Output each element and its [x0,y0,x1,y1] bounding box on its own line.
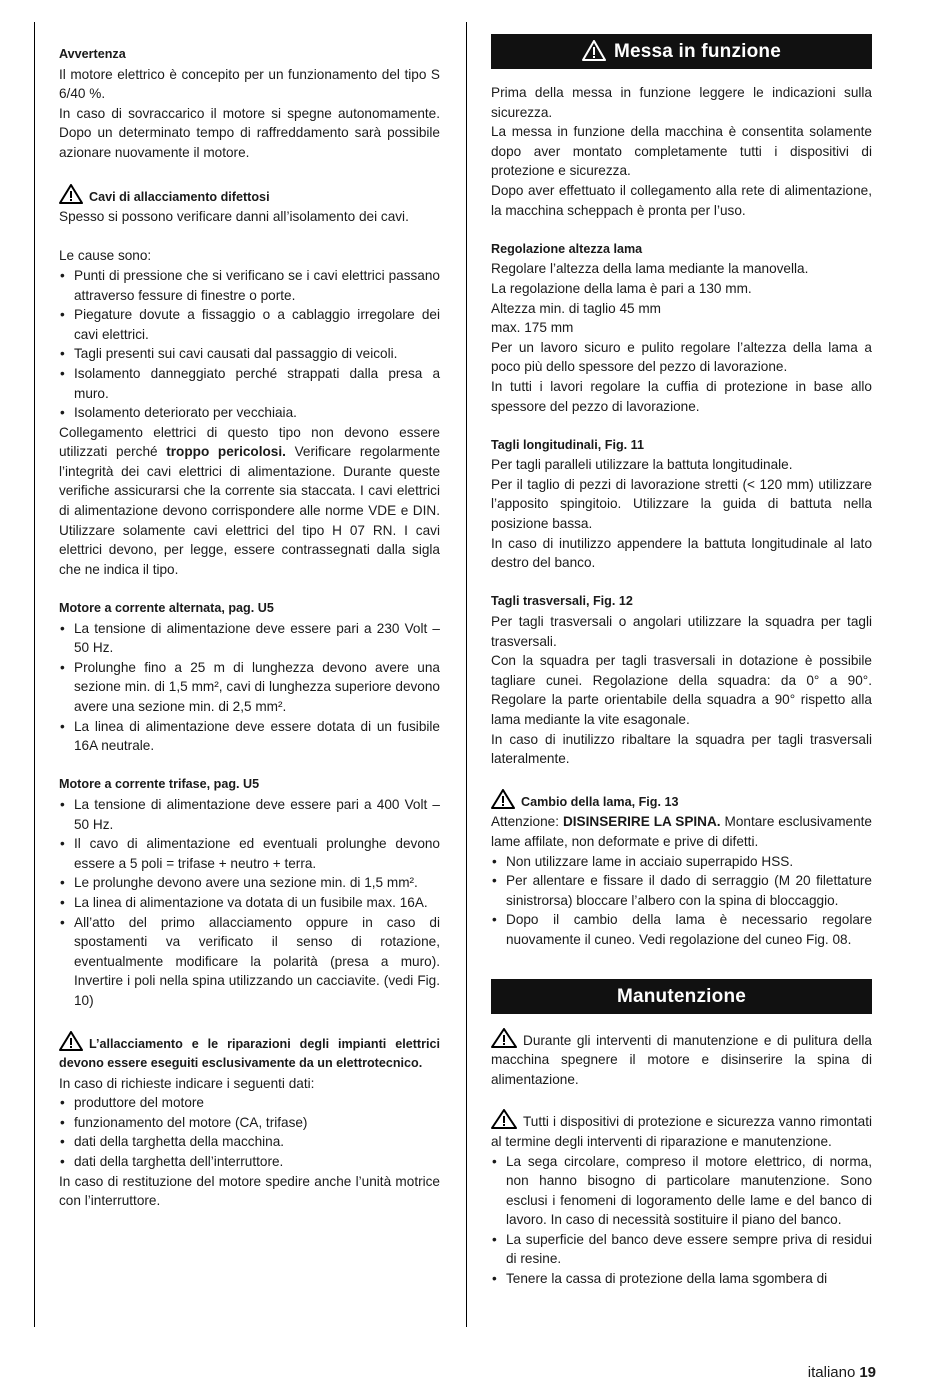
left-column [59,36,440,1211]
list-item: • Prolunghe fino a 25 m di lunghezza devono avere una sezione min. di 1,5 mm², cavi di lunghezza superiore devono avere una sezione min. di 2,5 mm². [59,658,440,717]
warning-icon [491,1028,517,1048]
trasv-text-1: Per tagli trasversali o angolari utilizzare la squadra per tagli trasversali. [491,614,872,649]
list-item: • La sega circolare, compreso il motore elettrico, di norma, non hanno bisogno di particolare manutenzione. Sono esclusi i fenomeni di logoramento delle lame e del banco di lavoro. In caso di necessità sostituire il piano del banco. [491,1152,872,1230]
list-item: • Le prolunghe devono avere una sezione min. di 1,5 mm². [59,873,440,893]
long-text-3: In caso di inutilizzo appendere la battuta longitudinale al lato destro del banco. [491,535,872,571]
list-item: • dati della targhetta dell’interruttore. [59,1152,440,1172]
list-item: • produttore del motore [59,1093,440,1113]
list-item: • funzionamento del motore (CA, trifase) [59,1113,440,1133]
list-item: • La superficie del banco deve essere sempre priva di residui di resine. [491,1230,872,1269]
regolazione-line-2: La regolazione della lama è pari a 130 mm. [491,280,752,296]
warning-icon [59,1031,83,1051]
list-item: • La linea di alimentazione deve essere dotata di un fusibile 16A neutrale. [59,717,440,756]
regolazione-text-2: Per un lavoro sicuro e pulito regolare l’altezza della lama a poco più dello spessore del pezzo di lavorazione. [491,339,872,375]
manut-list [491,1152,872,1289]
long-text-2: Per il taglio di pezzi di lavorazione stretti (< 120 mm) utilizzare l’apposito spingitoio. Utilizzare la guida di battuta nella posizione bassa. [491,476,872,532]
page-footer [808,1364,876,1381]
list-item: • Tagli presenti sui cavi causati dal passaggio di veicoli. [59,344,440,364]
messa-text-1: Prima della messa in funzione leggere le indicazioni sulla sicurezza. [491,85,872,120]
list-item: • All’atto del primo allacciamento oppure in caso di spostamenti va verificato il senso di rotazione, eventualmente modificare la polarità (presa a muro). Invertire i poli nella spina utilizzando un cacciavite. (vedi Fig. 10) [59,913,440,1011]
cavi-heading [59,184,440,208]
list-item: • Tenere la cassa di protezione della lama sgombera di [491,1269,872,1289]
list-item: • La linea di alimentazione va dotata di un fusibile max. 16A. [59,893,440,913]
list-item: • Per allentare e fissare il dado di serraggio (M 20 filettature sinistrorsa) bloccare l’albero con la spina di bloccaggio. [491,871,872,910]
avvertenza-text-1: Il motore elettrico è concepito per un funzionamento del tipo S 6/40 %. [59,66,440,102]
regolazione-line-1: Regolare l’altezza della lama mediante la manovella. [491,261,809,277]
list-item: • Isolamento deteriorato per vecchiaia. [59,403,440,423]
cause-intro: Le cause sono: [59,248,152,264]
list-item: • Piegature dovute a fissaggio o a cablaggio irregolare dei cavi elettrici. [59,305,440,344]
list-item: • Punti di pressione che si verificano se i cavi elettrici passano attraverso fessure di finestre o porte. [59,266,440,305]
footer-language: italiano [807,1364,856,1381]
manutenzione-header: Manutenzione [491,979,872,1014]
manut-text-2: Tutti i dispositivi di protezione e sicurezza vanno rimontati al termine degli interventi di riparazione e manutenzione. [491,1109,872,1151]
list-item: • La tensione di alimentazione deve essere pari a 400 Volt – 50 Hz. [59,795,440,834]
list-item: • Non utilizzare lame in acciaio superrapido HSS. [491,852,872,872]
right-column [491,34,872,1289]
messa-header-label: Messa in funzione [613,41,782,62]
motore-trifase-list [59,795,440,1011]
trasv-text-2: Con la squadra per tagli trasversali in dotazione è possibile tagliare cunei. Regolazione della squadra: da 0° a 90°. Regolare la parte orientabile della squadra a 90° rispetto alla lama mediante la vite esagonale. [491,653,872,727]
list-item: • La tensione di alimentazione deve essere pari a 230 Volt – 50 Hz. [59,619,440,658]
warning-icon [582,40,606,61]
cause-list [59,266,440,423]
page-number: 19 [859,1364,876,1381]
collegamento-text: Collegamento elettrici di questo tipo non devono essere utilizzati perché troppo pericolosi. Verificare regolarmente l’integrità dei cavi elettrici di alimentazione. Durante queste verifiche assicurarsi che la corrente sia staccata. I cavi elettrici di alimentazione devono corrispondere alle norme VDE e DIN. Utilizzare solamente cavi elettrici del tipo H 07 RN. I cavi elettrici devono, per legge, essere contrassegnati dalla sigla che ne indica il tipo. [59,424,440,577]
cambio-list [491,852,872,950]
list-item: • Il cavo di alimentazione ed eventuali prolunghe devono essere a 5 poli = trifase + neutro + terra. [59,834,440,873]
warning-icon [59,184,83,204]
warning-icon [491,789,515,809]
restituzione-text: In caso di restituzione del motore spedire anche l’unità motrice con l’interruttore. [59,1173,440,1209]
list-item: • Isolamento danneggiato perché strappati dalla presa a muro. [59,364,440,403]
avvertenza-heading: Avvertenza [59,47,126,61]
regolazione-text-3: In tutti i lavori regolare la cuffia di protezione in base allo spessore del pezzo di lavorazione. [491,378,872,414]
cambio-heading-label: Cambio della lama, Fig. 13 [521,794,679,809]
messa-in-funzione-header [491,34,872,69]
manut-text-1: Durante gli interventi di manutenzione e di pulitura della macchina spegnere il motore e disinserire la spina di alimentazione. [491,1028,872,1090]
motore-alternata-heading: Motore a corrente alternata, pag. U5 [59,601,274,616]
list-item: • Dopo il cambio della lama è necessario regolare nuovamente il cuneo. Vedi regolazione del cuneo Fig. 08. [491,910,872,949]
cambio-attenzione: Attenzione: DISINSERIRE LA SPINA. Montare esclusivamente lame affilate, non deformate e prive di difetti. [491,814,872,849]
richieste-intro: In caso di richieste indicare i seguenti dati: [59,1075,315,1091]
trasv-text-3: In caso di inutilizzo ribaltare la squadra per tagli trasversali lateralmente. [491,731,872,767]
richieste-list [59,1093,440,1171]
tagli-longitudinali-heading: Tagli longitudinali, Fig. 11 [491,437,644,452]
avvertenza-text-2: In caso di sovraccarico il motore si spegne autonomamente. Dopo un determinato tempo di raffreddamento sarà possibile azionare nuovamente il motore. [59,105,440,160]
center-column-rule [466,22,467,1327]
allacciamento-warning-text: L’allacciamento e le riparazioni degli impianti elettrici devono essere eseguiti esclusivamente da un elettrotecnico. [59,1036,440,1071]
list-item: • dati della targhetta della macchina. [59,1132,440,1152]
tagli-trasversali-heading: Tagli trasversali, Fig. 12 [491,594,633,609]
motore-trifase-heading: Motore a corrente trifase, pag. U5 [59,777,260,792]
left-column-rule [34,22,35,1327]
messa-text-3: Dopo aver effettuato il collegamento alla rete di alimentazione, la macchina scheppach è pronta per l’uso. [491,182,872,218]
regolazione-line-4: max. 175 mm [491,320,574,336]
messa-text-2: La messa in funzione della macchina è consentita solamente dopo aver montato completamente tutti i dispositivi di protezione e sicurezza. [491,124,872,179]
motore-alternata-list [59,619,440,756]
cambio-lama-heading [491,789,872,813]
warning-icon [491,1109,517,1129]
long-text-1: Per tagli paralleli utilizzare la battuta longitudinale. [491,457,793,473]
cavi-text: Spesso si possono verificare danni all’isolamento dei cavi. [59,209,409,225]
allacciamento-warning [59,1031,440,1074]
cavi-heading-label: Cavi di allacciamento difettosi [89,189,270,204]
regolazione-heading: Regolazione altezza lama [491,241,643,256]
regolazione-line-3: Altezza min. di taglio 45 mm [491,300,661,316]
